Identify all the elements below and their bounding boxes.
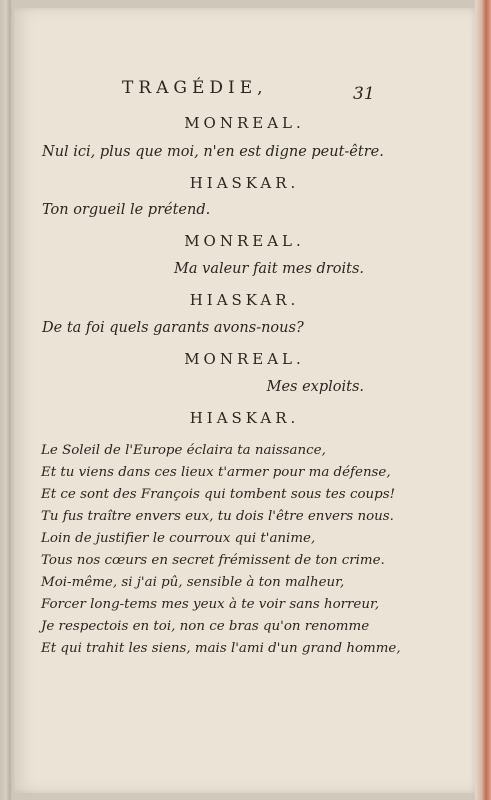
speaker-name: HIASKAR. — [189, 174, 300, 192]
dialogue-line: Ma valeur fait mes droits. — [174, 261, 364, 277]
verse-line: Tu fus traître envers eux, tu dois l'être envers nous. — [41, 509, 394, 524]
speaker-name: HIASKAR. — [189, 409, 300, 427]
dialogue-line: Nul ici, plus que moi, n'en est digne peut-être. — [42, 144, 384, 160]
verse-line: Et ce sont des François qui tombent sous tes coups! — [41, 487, 395, 502]
verse-line: Je respectois en toi, non ce bras qu'on renomme — [41, 619, 370, 634]
speaker-name: MONREAL. — [184, 114, 305, 132]
verse-line: Et qui trahit les siens, mais l'ami d'un grand homme, — [41, 641, 401, 656]
verse-line: Loin de justifier le courroux qui t'anime, — [41, 531, 316, 546]
verse-line: Le Soleil de l'Europe éclaira ta naissance, — [41, 443, 326, 458]
dialogue-line: Mes exploits. — [266, 379, 364, 395]
book-page — [14, 8, 475, 793]
verse-line: Forcer long-tems mes yeux à te voir sans horreur, — [41, 597, 380, 612]
verse-line: Tous nos cœurs en secret frémissent de ton crime. — [41, 553, 385, 568]
page-number: 31 — [353, 84, 375, 104]
verse-line: Moi-même, si j'ai pû, sensible à ton malheur, — [41, 575, 345, 590]
verse-line: Et tu viens dans ces lieux t'armer pour ma défense, — [41, 465, 391, 480]
speaker-name: MONREAL. — [184, 232, 305, 250]
speaker-name: MONREAL. — [184, 350, 305, 368]
speaker-name: HIASKAR. — [189, 291, 300, 309]
dialogue-line: Ton orgueil le prétend. — [42, 202, 211, 218]
page-edge — [475, 0, 491, 800]
running-header: TRAGÉDIE, — [122, 78, 268, 98]
dialogue-line: De ta foi quels garants avons-nous? — [42, 320, 304, 336]
